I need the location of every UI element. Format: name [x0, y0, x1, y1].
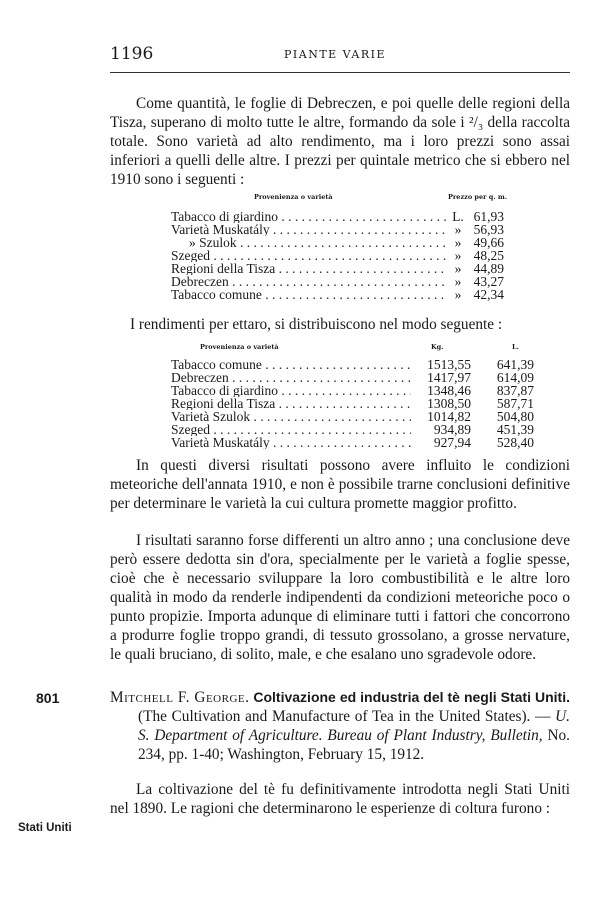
running-title: PIANTE VARIE	[284, 48, 386, 61]
publication-details: No. 234, pp. 1-40; Washington, February 15, 1912.	[138, 727, 571, 763]
yield-lire: 451,39	[496, 422, 534, 437]
variety-name: Regioni della Tisza . . .	[171, 262, 447, 275]
price-value: 61,93	[473, 209, 504, 224]
variety-name: Tabacco comune . . .	[171, 288, 447, 301]
tea-paragraph: La coltivazione del tè fu definitivamente introdotta negli Stati Uniti nel 1890. Le ragioni che determinarono le esperienze di coltura furono :	[110, 781, 570, 817]
yield-table-lire-header: L.	[512, 343, 519, 351]
yield-intro: I rendimenti per ettaro, si distribuiscono nel modo seguente :	[130, 316, 503, 333]
ditto-mark: »	[454, 261, 462, 276]
yield-lire: 587,71	[496, 396, 534, 411]
yield-kg: 1308,50	[427, 396, 471, 411]
variety-name: Debreczen . . .	[171, 371, 411, 384]
margin-note: Stati Uniti	[18, 822, 72, 834]
variety-name: Tabacco comune . . .	[171, 358, 411, 371]
price-value: 48,25	[473, 248, 504, 263]
yield-lire: 837,87	[496, 383, 534, 398]
ditto-mark: »	[454, 235, 462, 250]
bibliographic-entry	[110, 688, 570, 764]
yield-kg: 1417,97	[427, 370, 471, 385]
yield-kg: 934,89	[433, 422, 471, 437]
yield-lire: 504,80	[496, 409, 534, 424]
price-value: 44,89	[473, 261, 504, 276]
price-value: 42,34	[473, 287, 504, 302]
yield-kg: 1513,55	[427, 357, 471, 372]
yield-lire: 641,39	[496, 357, 534, 372]
price-value: 56,93	[473, 222, 504, 237]
ditto-mark: »	[454, 274, 462, 289]
results-paragraph: In questi diversi risultati possono avere influito le condizioni meteoriche dell'annata 1910, e non è possibile trarne conclusioni definitive per determinare le varietà la cui cultura promette maggior profitto.	[110, 457, 570, 512]
entry-title: Coltivazione ed industria del tè negli Stati Uniti.	[253, 689, 570, 705]
variety-name: Debreczen . . .	[171, 275, 447, 288]
price-table-variety-header: Provenienza o varietà	[254, 193, 333, 201]
header-rule	[110, 72, 570, 73]
entry-number: 801	[36, 690, 60, 706]
conclusion-paragraph: I risultati saranno forse differenti un altro anno ; una conclusione deve però essere dedotta sin d'ora, specialmente per le varietà a foglie spesse, cioè che è necessario sviluppare la loro combustibilità e le altre loro qualità in modo da renderle indipendenti da condizioni meteoriche poco o punto propizie. Importa adunque di eliminare tutti i fattori che concorrono a produrre foglie troppo grandi, di tessuto grossolano, a grosse nervature, le quali bruciano, di solito, male, e che esalano uno sgradevole odore.	[110, 532, 570, 663]
page-header	[100, 44, 570, 64]
original-title: (The Cultivation and Manufacture of Tea in the United States). —	[138, 708, 551, 725]
ditto-mark: »	[454, 248, 462, 263]
price-value: 43,27	[473, 274, 504, 289]
yield-table-variety-header: Provenienza o varietà	[200, 343, 279, 351]
intro-paragraph: Come quantità, le foglie di Debreczen, e poi quelle delle regioni della Tisza, superano di molto tutte le altre, formando da sole i ²/₃ della raccolta totale. Sono varietà ad alto rendimento, ma i loro prezzi sono assai inferiori a quelli delle altre. I prezzi per quintale metrico che si ebbero nel 1910 sono i seguenti :	[110, 95, 570, 188]
source-publication: U. S. Department of Agriculture. Bureau of Plant Industry, Bulletin,	[138, 708, 570, 744]
yield-table-kg-header: Kg.	[431, 343, 444, 351]
variety-name: Tabacco di giardino . . .	[171, 210, 447, 223]
yield-kg: 1014,82	[427, 409, 471, 424]
yield-kg: 1348,46	[427, 383, 471, 398]
variety-name: Varietà Szulok . . .	[171, 410, 411, 423]
yield-lire: 614,09	[496, 370, 534, 385]
variety-name: » Szulok . . .	[171, 236, 447, 249]
variety-name: Tabacco di giardino . . .	[171, 384, 411, 397]
currency-mark: L.	[452, 209, 464, 224]
citation-block	[110, 688, 570, 764]
yield-kg: 927,94	[433, 435, 471, 450]
price-table-price-header: Prezzo per q. m.	[448, 193, 508, 201]
ditto-mark: »	[454, 287, 462, 302]
variety-name: Varietà Muskatály . . .	[171, 436, 411, 449]
variety-name: Szeged . . .	[171, 249, 447, 262]
yield-lire: 528,40	[496, 435, 534, 450]
variety-name: Szeged . . .	[171, 423, 411, 436]
page-number: 1196	[110, 44, 154, 64]
ditto-mark: »	[454, 222, 462, 237]
variety-name: Regioni della Tisza . . .	[171, 397, 411, 410]
price-value: 49,66	[473, 235, 504, 250]
author-name: Mitchell F. George.	[110, 689, 250, 706]
variety-name: Varietà Muskatály . . .	[171, 223, 447, 236]
